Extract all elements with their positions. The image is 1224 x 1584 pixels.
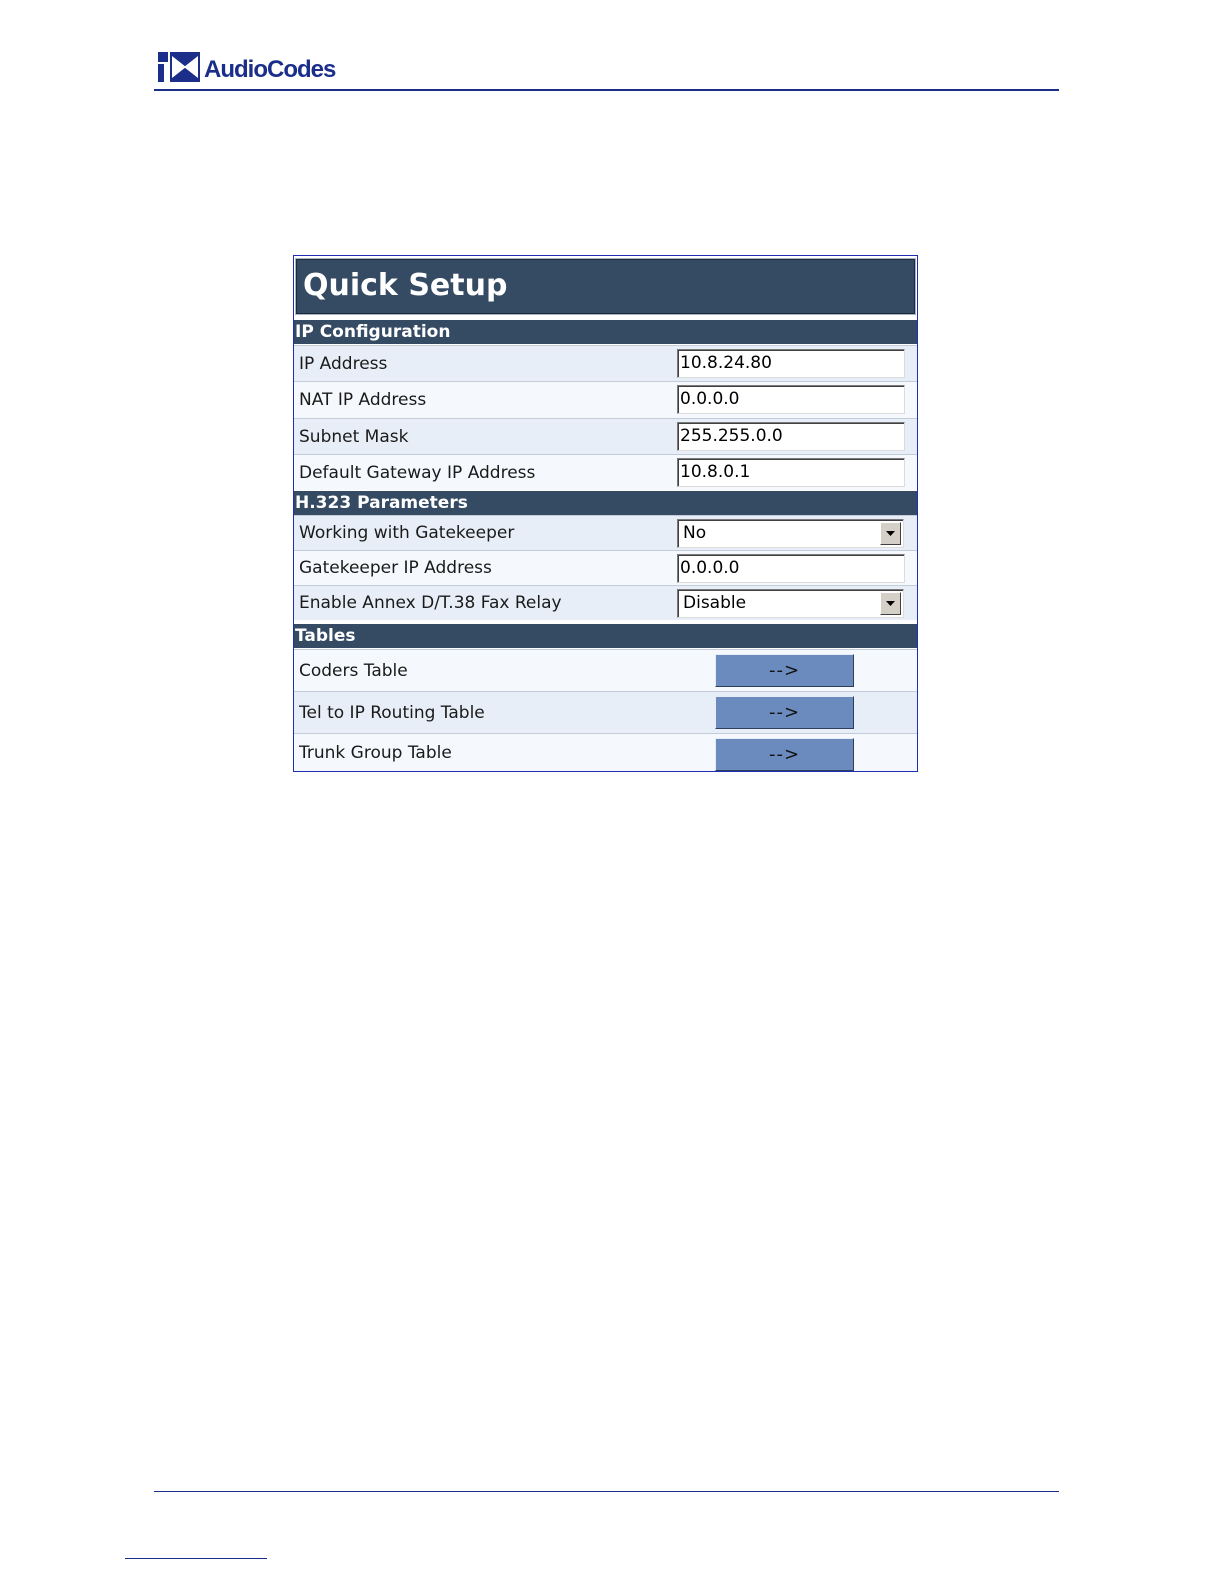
section-tables: Tables xyxy=(294,624,917,648)
ip-address-input[interactable]: 10.8.24.80 xyxy=(677,349,905,378)
row-working-with-gatekeeper xyxy=(294,515,917,550)
enable-fax-relay-select[interactable] xyxy=(677,589,904,618)
dropdown-arrow-icon[interactable] xyxy=(880,522,901,545)
header-rule xyxy=(154,89,1059,91)
nat-ip-address-label: NAT IP Address xyxy=(299,390,427,410)
gatekeeper-ip-address-input[interactable]: 0.0.0.0 xyxy=(677,554,905,583)
section-ip-configuration: IP Configuration xyxy=(294,320,917,344)
dropdown-arrow-icon[interactable] xyxy=(880,592,901,615)
row-subnet-mask xyxy=(294,418,917,454)
page-title: Quick Setup xyxy=(303,268,508,303)
nat-ip-address-input[interactable]: 0.0.0.0 xyxy=(677,385,905,414)
subnet-mask-input[interactable]: 255.255.0.0 xyxy=(677,422,905,451)
default-gateway-input[interactable]: 10.8.0.1 xyxy=(677,458,905,487)
audiocodes-logo-icon xyxy=(156,52,200,84)
quick-setup-panel xyxy=(293,255,918,772)
trunk-group-table-label: Trunk Group Table xyxy=(299,742,452,763)
footer-rule xyxy=(154,1491,1059,1492)
row-coders-table xyxy=(294,649,917,691)
coders-table-label: Coders Table xyxy=(299,660,408,681)
title-bar xyxy=(296,259,915,314)
footnote-rule xyxy=(125,1558,267,1559)
row-gatekeeper-ip-address xyxy=(294,550,917,585)
tel-to-ip-routing-table-label: Tel to IP Routing Table xyxy=(299,702,485,723)
default-gateway-label: Default Gateway IP Address xyxy=(299,462,536,483)
logo-text: AudioCodes xyxy=(204,56,336,83)
working-with-gatekeeper-label: Working with Gatekeeper xyxy=(299,523,515,543)
working-with-gatekeeper-value: No xyxy=(683,523,707,543)
row-nat-ip-address xyxy=(294,381,917,418)
audiocodes-logo xyxy=(156,52,335,84)
row-default-gateway xyxy=(294,454,917,490)
subnet-mask-label: Subnet Mask xyxy=(299,426,409,447)
enable-fax-relay-value: Disable xyxy=(683,593,747,613)
ip-address-label: IP Address xyxy=(299,353,388,374)
enable-fax-relay-label: Enable Annex D/T.38 Fax Relay xyxy=(299,593,562,613)
coders-table-button[interactable]: --> xyxy=(715,654,854,687)
row-tel-to-ip-routing-table xyxy=(294,691,917,733)
row-trunk-group-table xyxy=(294,733,917,771)
tel-to-ip-routing-table-button[interactable]: --> xyxy=(715,696,854,729)
row-enable-fax-relay xyxy=(294,585,917,620)
section-h323-parameters: H.323 Parameters xyxy=(294,491,917,515)
row-ip-address xyxy=(294,345,917,381)
gatekeeper-ip-address-label: Gatekeeper IP Address xyxy=(299,558,492,578)
working-with-gatekeeper-select[interactable] xyxy=(677,519,904,548)
trunk-group-table-button[interactable]: --> xyxy=(715,738,854,771)
